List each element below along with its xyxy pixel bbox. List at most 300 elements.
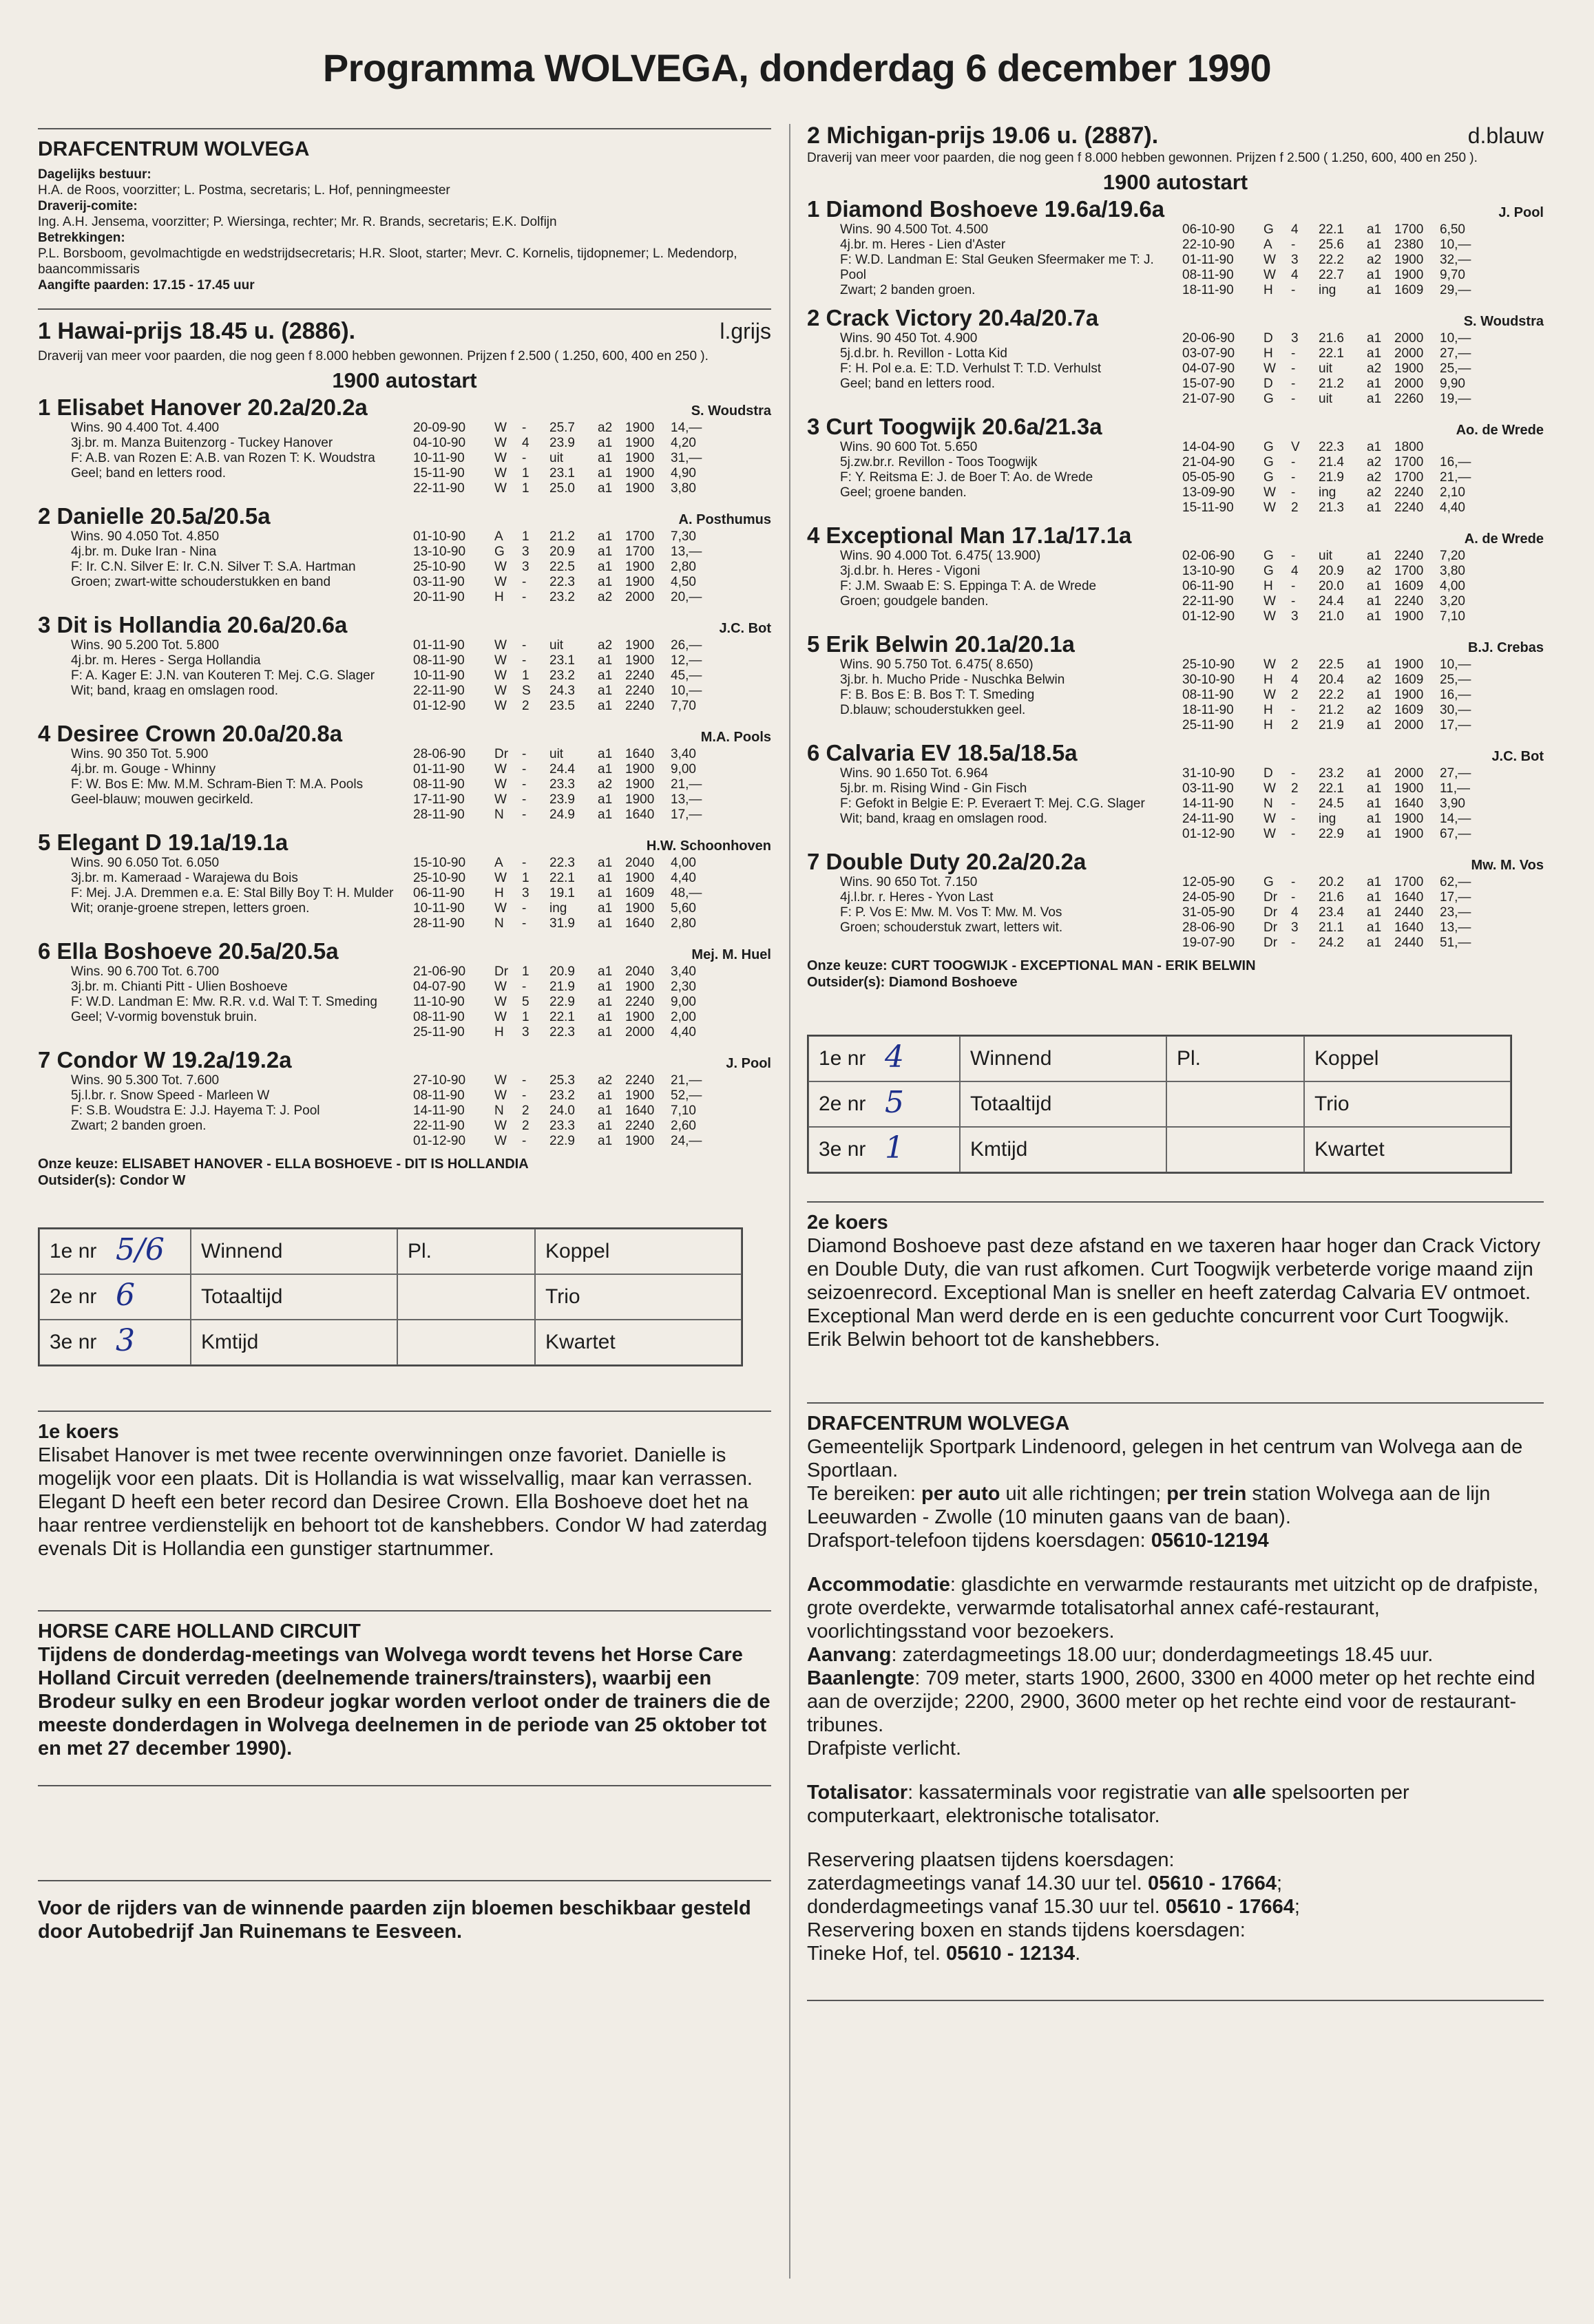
horse-header [38, 503, 771, 529]
form-cell: uit [549, 747, 564, 761]
form-cell: G [1263, 222, 1274, 237]
form-cell: 20.4 [1319, 673, 1344, 687]
form-cell: 25,— [1440, 361, 1471, 376]
form-cell: 30-10-90 [1182, 673, 1235, 687]
form-cell: 2040 [625, 856, 655, 870]
form-cell: W [494, 901, 507, 916]
form-cell: 08-11-90 [1182, 688, 1234, 702]
form-cell: 7,20 [1440, 549, 1465, 563]
form-cell: a1 [598, 856, 613, 870]
keuze [807, 958, 1544, 991]
form-row [413, 762, 771, 777]
form-cell: 08-11-90 [413, 1010, 465, 1024]
form-cell: W [1263, 609, 1276, 624]
horse-header [807, 305, 1544, 331]
horse-name: 3 Curt Toogwijk 20.6a/21.3a [807, 414, 1102, 439]
info-lighting: Drafpiste verlicht. [807, 1737, 962, 1760]
form-cell: a1 [598, 901, 613, 916]
form-cell: 24-05-90 [1182, 890, 1235, 905]
form-cell: 23.5 [549, 699, 575, 713]
horse-detail-line: 5j.l.br. r. Snow Speed - Marleen W [71, 1088, 270, 1103]
horse-detail-line: F: S.B. Woudstra E: J.J. Hayema T: J. Pool [71, 1103, 320, 1118]
divider [807, 1402, 1544, 1404]
horse-trainer: Mw. M. Vos [1471, 858, 1544, 873]
horse-trainer: B.J. Crebas [1467, 640, 1544, 655]
form-cell: a2 [1367, 253, 1382, 267]
horse-detail-line: Wins. 90 6.050 Tot. 6.050 [71, 856, 220, 870]
form-cell: 31-10-90 [1182, 766, 1235, 781]
horse-form-table [1182, 766, 1544, 842]
form-row [413, 481, 771, 496]
form-cell: 2240 [625, 684, 655, 698]
horse-detail-line: 3j.br. m. Chianti Pitt - Ulien Boshoeve [71, 980, 288, 994]
form-cell: H [1263, 703, 1273, 717]
form-cell: W [494, 466, 507, 480]
bet-row-label: 3e nr 3 [39, 1320, 191, 1365]
form-cell: a1 [598, 1119, 613, 1133]
form-cell: 1900 [625, 1134, 655, 1148]
horse-detail-line: Zwart; 2 banden groen. [71, 1119, 207, 1133]
form-row [1182, 796, 1544, 812]
form-cell: 06-11-90 [1182, 579, 1234, 593]
form-cell: 1900 [625, 762, 655, 777]
outsider-text: Outsider(s): Condor W [38, 1173, 186, 1188]
form-row [1182, 936, 1544, 951]
form-row [1182, 470, 1544, 485]
form-cell: 31,— [671, 451, 702, 465]
form-row [1182, 875, 1544, 890]
form-cell: a1 [1367, 549, 1382, 563]
horse-detail-line: Wins. 90 4.500 Tot. 4.500 [840, 222, 989, 237]
form-cell: Dr [494, 964, 509, 979]
bet-cell: Kmtijd [960, 1127, 1166, 1172]
form-cell: A [494, 856, 503, 870]
horse-entry [38, 938, 771, 1040]
form-cell: 1900 [1394, 688, 1424, 702]
form-cell: 21.4 [1319, 455, 1344, 469]
form-row [413, 1119, 771, 1134]
form-cell: 10-11-90 [413, 668, 465, 683]
horse-detail-line: Groen; goudgele banden. [840, 594, 989, 609]
form-cell: H [1263, 579, 1273, 593]
form-cell: 30,— [1440, 703, 1471, 717]
form-cell: a2 [598, 777, 613, 792]
form-cell: 2000 [1394, 377, 1424, 391]
horse-name: 5 Erik Belwin 20.1a/20.1a [807, 631, 1075, 657]
form-cell: 21.6 [1319, 890, 1344, 905]
info-reservation: Reservering plaatsen tijdens koersdagen: [807, 1849, 1175, 1871]
form-cell: 2240 [625, 995, 655, 1009]
horse-entry [807, 522, 1544, 624]
form-cell: 25.3 [549, 1073, 575, 1088]
form-cell: 06-11-90 [413, 886, 465, 900]
form-cell: a1 [1367, 812, 1382, 826]
form-cell: - [1291, 485, 1296, 500]
form-cell: 28-11-90 [413, 916, 465, 931]
form-cell: a1 [1367, 905, 1382, 920]
form-cell: 2 [1291, 657, 1299, 672]
bet-cell: Totaaltijd [191, 1274, 397, 1320]
form-cell: a1 [1367, 796, 1382, 811]
form-cell: - [1291, 549, 1296, 563]
form-cell: 24.0 [549, 1103, 575, 1118]
horse-header [807, 740, 1544, 766]
form-cell: 22.1 [1319, 781, 1344, 796]
form-cell: - [522, 421, 527, 435]
form-cell: - [1291, 361, 1296, 376]
form-cell: - [522, 980, 527, 994]
horse-trainer: J. Pool [1498, 205, 1544, 220]
form-cell: 4,40 [671, 871, 696, 885]
form-cell: 2,80 [671, 560, 696, 574]
bet-cell: Pl. [397, 1229, 535, 1274]
form-cell: 1640 [625, 1103, 655, 1118]
form-cell: - [1291, 377, 1296, 391]
info-accommodation: Accommodatie: glasdichte en verwarmde restaurants met uitzicht op de drafpiste, grote overdekte, verwarmde totalisatorhal annex café-restaurant, voorlichtingsstand voor bezoekers. [807, 1574, 1539, 1642]
keuze-text: Onze keuze: CURT TOOGWIJK - EXCEPTIONAL MAN - ERIK BELWIN [807, 958, 1256, 973]
form-cell: W [494, 653, 507, 668]
form-cell: - [522, 901, 527, 916]
form-cell: 22.7 [1319, 268, 1344, 282]
form-cell: a2 [598, 421, 613, 435]
horse-detail-line: 5j.zw.br.r. Revillon - Toos Toogwijk [840, 455, 1038, 469]
form-cell: 12,— [671, 653, 702, 668]
keuze [38, 1156, 771, 1189]
form-cell: 10,— [1440, 237, 1471, 252]
form-row [1182, 609, 1544, 624]
form-cell: - [1291, 470, 1296, 485]
horse-form-table [413, 421, 771, 496]
horse-name: 4 Exceptional Man 17.1a/17.1a [807, 522, 1132, 548]
club-info [38, 167, 771, 293]
form-cell: 08-11-90 [413, 653, 465, 668]
form-cell: H [1263, 283, 1273, 297]
form-cell: 3 [1291, 331, 1299, 346]
form-cell: 26,— [671, 638, 702, 653]
horse-detail-line: 3j.br. h. Mucho Pride - Nuschka Belwin [840, 673, 1065, 687]
form-cell: uit [549, 451, 564, 465]
koers-heading: 2e koers [807, 1212, 888, 1234]
horse-detail-line: F: H. Pol e.a. E: T.D. Verhulst T: T.D. Verhulst [840, 361, 1102, 376]
form-cell: 4 [522, 436, 529, 450]
form-cell: 10,— [1440, 331, 1471, 346]
horse-detail-line: F: W.D. Landman E: Stal Geuken Sfeermaker me T: J. Pool [840, 253, 1154, 282]
horse-name: 1 Diamond Boshoeve 19.6a/19.6a [807, 196, 1165, 222]
form-cell: 03-11-90 [1182, 781, 1234, 796]
form-cell: 62,— [1440, 875, 1471, 889]
form-cell: - [1291, 936, 1296, 950]
form-cell: - [522, 777, 527, 792]
form-cell: 45,— [671, 668, 702, 683]
form-cell: 19,— [1440, 392, 1471, 406]
form-cell: W [494, 436, 507, 450]
form-cell: 20.2 [1319, 875, 1344, 889]
koers-2 [807, 1211, 1544, 1351]
form-cell: 1 [522, 668, 529, 683]
form-cell: - [1291, 392, 1296, 406]
form-cell: 1900 [625, 638, 655, 653]
form-row [413, 1088, 771, 1103]
form-cell: 28-06-90 [1182, 920, 1235, 935]
form-cell: a1 [598, 481, 613, 496]
form-cell: W [494, 638, 507, 653]
form-cell: 3 [1291, 609, 1299, 624]
form-row [413, 964, 771, 980]
form-cell: 23.1 [549, 466, 575, 480]
form-cell: 01-11-90 [413, 762, 465, 777]
form-cell: a1 [1367, 346, 1382, 361]
form-cell: 2 [1291, 781, 1299, 796]
form-row [413, 1025, 771, 1040]
form-cell: 1640 [1394, 796, 1424, 811]
form-cell: W [494, 421, 507, 435]
form-cell: H [1263, 673, 1273, 687]
koers-heading: 1e koers [38, 1421, 119, 1443]
form-cell: - [1291, 827, 1296, 841]
right-column [807, 123, 1544, 2009]
form-row [1182, 253, 1544, 268]
form-row [413, 886, 771, 901]
form-cell: a1 [598, 1025, 613, 1039]
form-row [413, 777, 771, 792]
form-cell: 1900 [1394, 812, 1424, 826]
horse-form-table [1182, 440, 1544, 516]
form-cell: 21.1 [1319, 920, 1344, 935]
form-row [413, 590, 771, 605]
bet-cell: Trio [1304, 1081, 1511, 1127]
horse-detail-line: F: A.B. van Rozen E: A.B. van Rozen T: K. Woudstra [71, 451, 375, 465]
form-cell: 2240 [625, 1073, 655, 1088]
info-start-time: Aanvang: zaterdagmeetings 18.00 uur; donderdagmeetings 18.45 uur. [807, 1644, 1434, 1666]
form-cell: W [1263, 827, 1276, 841]
form-cell: 05-05-90 [1182, 470, 1235, 485]
form-cell: 11-10-90 [413, 995, 465, 1009]
horse-entry [807, 740, 1544, 842]
horse-detail-line: Wins. 90 5.300 Tot. 7.600 [71, 1073, 220, 1088]
horse-header [38, 830, 771, 856]
form-cell: - [522, 653, 527, 668]
horse-form-table [413, 856, 771, 931]
form-cell: 1700 [1394, 875, 1424, 889]
form-cell: 20.9 [549, 964, 575, 979]
horse-trainer: H.W. Schoonhoven [646, 838, 771, 854]
bet-row-label: 1e nr 5/6 [39, 1229, 191, 1274]
form-cell: 7,10 [671, 1103, 696, 1118]
form-cell: 1900 [625, 1088, 655, 1103]
form-cell: 23.3 [549, 1119, 575, 1133]
handwritten-number: 5 [885, 1085, 904, 1120]
form-cell: 10,— [1440, 657, 1471, 672]
form-cell: a1 [598, 886, 613, 900]
horse-detail-line: Zwart; 2 banden groen. [840, 283, 976, 297]
form-cell: - [1291, 703, 1296, 717]
form-cell: - [522, 856, 527, 870]
form-cell: 2,00 [671, 1010, 696, 1024]
horse-trainer: A. Posthumus [678, 512, 771, 527]
form-cell: 9,00 [671, 995, 696, 1009]
form-cell: ing [1319, 485, 1336, 500]
form-row [413, 699, 771, 714]
form-cell: 22.1 [549, 1010, 575, 1024]
bet-cell: Koppel [535, 1229, 742, 1274]
form-row [413, 980, 771, 995]
form-cell: W [494, 792, 507, 807]
form-cell: a1 [1367, 222, 1382, 237]
form-cell: G [1263, 440, 1274, 454]
form-cell: 22.5 [1319, 657, 1344, 672]
form-cell: 19.1 [549, 886, 575, 900]
form-cell: D [1263, 331, 1273, 346]
form-cell: D [1263, 766, 1273, 781]
form-cell: 19-07-90 [1182, 936, 1235, 950]
form-cell: W [1263, 812, 1276, 826]
form-cell: 13,— [671, 792, 702, 807]
form-cell: 1900 [625, 792, 655, 807]
horse-trainer: J. Pool [726, 1056, 771, 1071]
form-cell: 2240 [625, 699, 655, 713]
horse-header [38, 394, 771, 421]
form-cell: a1 [598, 747, 613, 761]
form-row [1182, 827, 1544, 842]
race-note: Draverij van meer voor paarden, die nog geen f 8.000 hebben gewonnen. Prijzen f 2.500 ( 1.250, 600, 400 en 250 ). [38, 349, 709, 363]
form-cell: W [1263, 500, 1276, 515]
horse-entry [807, 631, 1544, 733]
form-cell: - [1291, 237, 1296, 252]
form-cell: a2 [1367, 673, 1382, 687]
form-cell: a1 [598, 1134, 613, 1148]
form-cell: 1 [522, 1010, 529, 1024]
outsider-text: Outsider(s): Diamond Boshoeve [807, 975, 1018, 990]
form-cell: 2 [1291, 718, 1299, 732]
form-cell: 4,00 [1440, 579, 1465, 593]
form-cell: G [494, 545, 505, 559]
horse-detail-line: 3j.br. m. Kameraad - Warajewa du Bois [71, 871, 298, 885]
form-cell: 04-07-90 [413, 980, 466, 994]
form-cell: 1900 [625, 575, 655, 589]
form-cell: 27,— [1440, 346, 1471, 361]
form-cell: Dr [494, 747, 509, 761]
form-cell: 22.2 [1319, 688, 1344, 702]
form-cell: 24.5 [1319, 796, 1344, 811]
form-cell: a1 [1367, 331, 1382, 346]
form-cell: W [494, 451, 507, 465]
form-cell: 21.6 [1319, 331, 1344, 346]
track-info [807, 1412, 1544, 1965]
form-cell: 1640 [1394, 920, 1424, 935]
form-cell: 01-12-90 [413, 1134, 466, 1148]
form-cell: 52,— [671, 1088, 702, 1103]
divider [38, 1880, 771, 1881]
horse-name: 5 Elegant D 19.1a/19.1a [38, 830, 289, 855]
form-row [1182, 237, 1544, 253]
info-reach: Te bereiken: per auto uit alle richtingen; per trein station Wolvega aan de lijn Leeuwarden - Zwolle (10 minuten gaans van de baan). [807, 1483, 1491, 1528]
horse-detail-line: F: W.D. Landman E: Mw. R.R. v.d. Wal T: T. Smeding [71, 995, 377, 1009]
form-cell: 14-11-90 [413, 1103, 465, 1118]
form-cell: W [1263, 688, 1276, 702]
form-cell: a1 [598, 529, 613, 544]
club-line: H.A. de Roos, voorzitter; L. Postma, secretaris; L. Hof, penningmeester [38, 183, 450, 198]
form-cell: 9,00 [671, 762, 696, 777]
horse-details [807, 222, 1182, 298]
form-cell: H [1263, 346, 1273, 361]
bet-cell: Kwartet [535, 1320, 742, 1365]
horse-name: 6 Ella Boshoeve 20.5a/20.5a [38, 938, 339, 964]
form-cell: D [1263, 377, 1273, 391]
form-cell: 5,60 [671, 901, 696, 916]
form-row [1182, 500, 1544, 516]
form-cell: 7,70 [671, 699, 696, 713]
form-cell: W [1263, 253, 1276, 267]
circuit-text: Tijdens de donderdag-meetings van Wolvega wordt tevens het Horse Care Holland Circuit verreden (deelnemende trainers/trainsters), waarbij een Brodeur sulky en een Brodeur jogkar worden verloot onder de trainers die de meeste donderdagen in Wolvega deelnemen in de periode van 25 oktober tot en met 27 december 1990). [38, 1644, 770, 1760]
form-cell: 22.3 [549, 575, 575, 589]
form-cell: 21.9 [549, 980, 575, 994]
form-cell: 16,— [1440, 455, 1471, 469]
form-cell: 1640 [625, 807, 655, 822]
form-cell: 13-10-90 [1182, 564, 1235, 578]
horse-details [807, 766, 1182, 842]
form-cell: W [494, 1119, 507, 1133]
handwritten-number: 5/6 [116, 1232, 165, 1267]
form-cell: 20.0 [1319, 579, 1344, 593]
form-cell: a1 [598, 1010, 613, 1024]
horse-detail-line: Wins. 90 4.400 Tot. 4.400 [71, 421, 220, 435]
form-cell: 24.9 [549, 807, 575, 822]
form-cell: - [522, 1073, 527, 1088]
form-row [413, 560, 771, 575]
form-row [1182, 440, 1544, 455]
form-cell: 23.3 [549, 777, 575, 792]
horse-name: 6 Calvaria EV 18.5a/18.5a [807, 740, 1078, 765]
form-cell: 4 [1291, 905, 1299, 920]
form-cell: 13,— [1440, 920, 1471, 935]
form-cell: H [494, 590, 504, 604]
form-cell: a1 [1367, 688, 1382, 702]
horse-form-table [413, 638, 771, 714]
form-cell: 22.3 [549, 1025, 575, 1039]
koers-1 [38, 1420, 771, 1561]
form-cell: a2 [1367, 564, 1382, 578]
form-cell: 01-12-90 [1182, 827, 1235, 841]
form-cell: 24,— [671, 1134, 702, 1148]
form-cell: 2240 [1394, 594, 1424, 609]
form-cell: a1 [1367, 781, 1382, 796]
form-cell: 06-10-90 [1182, 222, 1235, 237]
horse-detail-line: Geel; band en letters rood. [71, 466, 226, 480]
horse-name: 1 Elisabet Hanover 20.2a/20.2a [38, 394, 368, 420]
form-cell: a1 [598, 792, 613, 807]
form-cell: 25,— [1440, 673, 1471, 687]
form-cell: W [494, 1088, 507, 1103]
divider [38, 308, 771, 310]
horse-header [807, 522, 1544, 549]
horse-details [807, 331, 1182, 407]
form-cell: 10-11-90 [413, 901, 465, 916]
form-row [413, 653, 771, 668]
form-cell: 22.9 [1319, 827, 1344, 841]
club-label: Draverij-comite: [38, 199, 138, 213]
form-cell: 3 [522, 560, 529, 574]
form-cell: 27,— [1440, 766, 1471, 781]
form-cell: 2380 [1394, 237, 1424, 252]
form-cell: V [1291, 440, 1300, 454]
horse-form-table [1182, 331, 1544, 407]
horse-detail-line: Wins. 90 1.650 Tot. 6.964 [840, 766, 989, 781]
form-cell: 21.3 [1319, 500, 1344, 515]
form-cell: 23.1 [549, 653, 575, 668]
form-cell: 03-07-90 [1182, 346, 1235, 361]
form-cell: 27-10-90 [413, 1073, 466, 1088]
form-cell: 1700 [625, 545, 655, 559]
